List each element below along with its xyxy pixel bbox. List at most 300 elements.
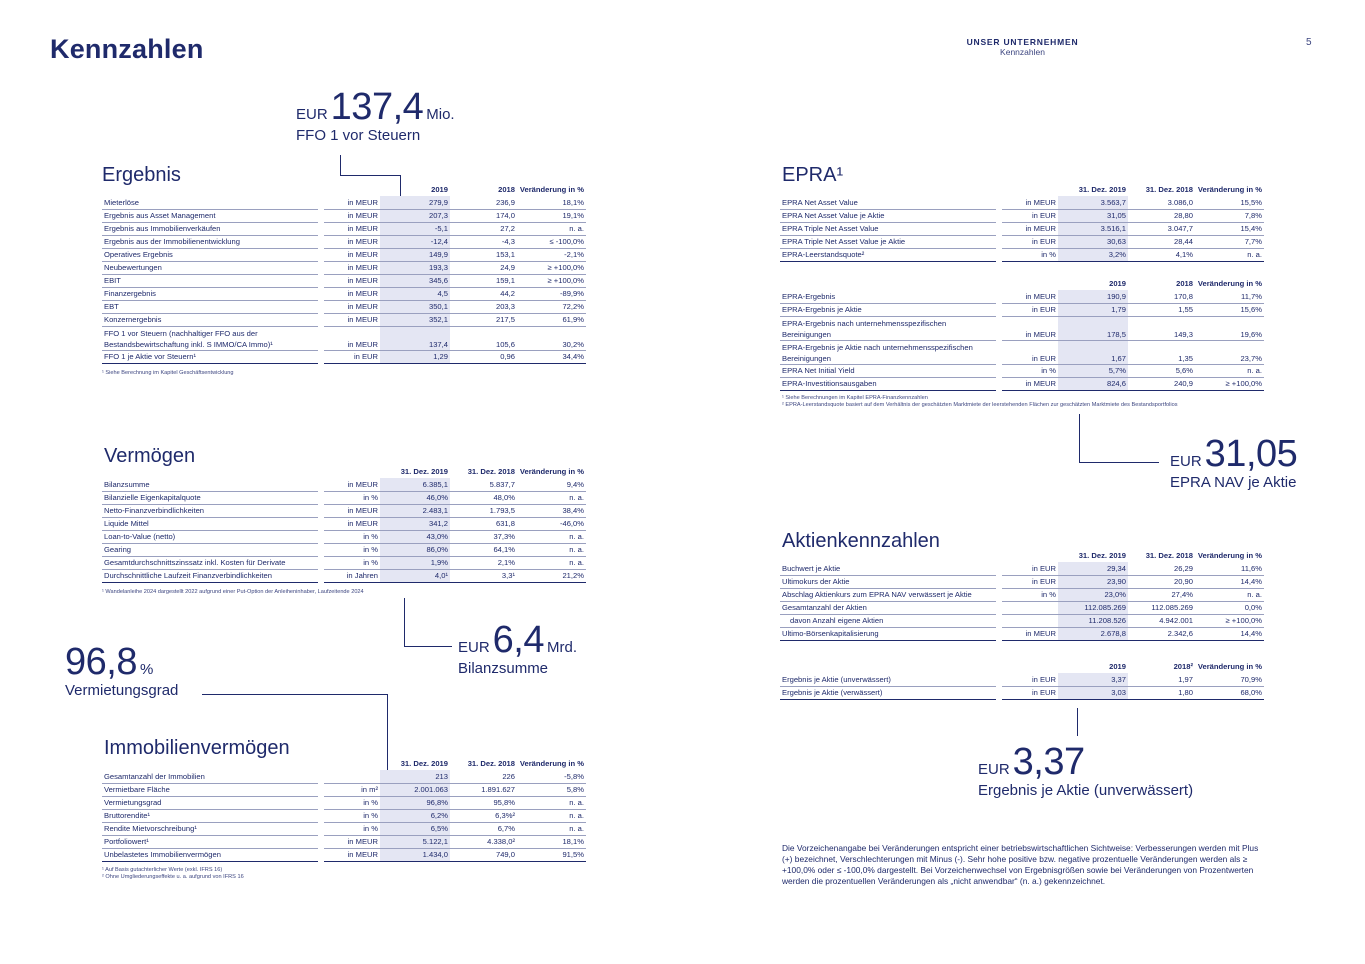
value-previous: 4.942.001: [1128, 614, 1195, 627]
value-current: 345,6: [380, 274, 450, 287]
row-label: Konzernergebnis: [102, 313, 318, 326]
table-row: [102, 517, 586, 530]
footnote: ¹ Wandelanleihe 2024 dargestellt 2022 aufgrund einer Put-Option der Anleiheninhaber, Laufzeitende 2024: [102, 589, 364, 595]
table-row: [102, 556, 586, 569]
row-unit: in EUR: [1002, 673, 1058, 686]
value-current: 1.434,0: [380, 848, 450, 861]
table-row: [102, 543, 586, 556]
connector-line: [404, 598, 405, 646]
col-header: 2019: [1109, 279, 1126, 288]
value-current: 6,5%: [380, 822, 450, 835]
table-row: [780, 235, 1264, 248]
table-row: [102, 783, 586, 796]
row-label: Gesamtdurchschnittszinssatz inkl. Kosten für Derivate: [102, 556, 318, 569]
value-previous: 6,3%²: [450, 809, 517, 822]
table-row: [102, 796, 586, 809]
value-change: 68,0%: [1195, 686, 1264, 699]
value-previous: 5,6%: [1128, 364, 1195, 377]
kpi-eps-currency: EUR: [978, 761, 1010, 778]
col-header: 2018: [498, 185, 515, 194]
value-current: 6,2%: [380, 809, 450, 822]
value-current: 4,0¹: [380, 569, 450, 582]
kpi-ergebnis-je-aktie: [978, 743, 1193, 799]
page-number: 5: [1306, 37, 1312, 48]
row-label: Abschlag Aktienkurs zum EPRA NAV verwässert je Aktie: [780, 588, 996, 601]
value-current: 350,1: [380, 300, 450, 313]
value-change: 15,5%: [1195, 196, 1264, 209]
value-current: 30,63: [1058, 235, 1128, 248]
table-row: [780, 601, 1264, 614]
value-change: 7,8%: [1195, 209, 1264, 222]
row-unit: in %: [324, 796, 380, 809]
col-header: Veränderung in %: [519, 759, 584, 768]
value-previous: 153,1: [450, 248, 517, 261]
value-previous: 48,0%: [450, 491, 517, 504]
row-unit: in MEUR: [324, 313, 380, 326]
value-change: -5,8%: [517, 770, 586, 783]
row-unit: in MEUR: [324, 274, 380, 287]
value-current: 4,5: [380, 287, 450, 300]
section-title-immobilien: Immobilienvermögen: [104, 737, 290, 759]
value-current: 23,90: [1058, 575, 1128, 588]
col-header: 2019: [1109, 662, 1126, 671]
kpi-ffo-value: 137,4: [330, 86, 424, 128]
footnote: ¹ Siehe Berechnungen im Kapitel EPRA-Finanzkennzahlen: [782, 395, 928, 401]
value-current: 190,9: [1058, 290, 1128, 303]
kpi-bilanz-unit: Mrd.: [547, 639, 577, 656]
row-label: Portfoliowert¹: [102, 835, 318, 848]
table-row: [780, 673, 1264, 686]
value-previous: 1,97: [1128, 673, 1195, 686]
value-previous: 4.338,0²: [450, 835, 517, 848]
row-label: Finanzergebnis: [102, 287, 318, 300]
row-label: EPRA Net Initial Yield: [780, 364, 996, 377]
value-change: 0,0%: [1195, 601, 1264, 614]
value-previous: 24,9: [450, 261, 517, 274]
value-previous: 105,6: [450, 326, 517, 350]
value-current: 1,79: [1058, 303, 1128, 316]
explanatory-note: Die Vorzeichenangabe bei Veränderungen entspricht einer betriebswirtschaftlichen Sichtweise: Verbesserungen werden mit Plus (+) bezeichnet, Verschlechterungen mit Minus (-). Sehr hohe positive bzw. negative prozentuelle Veränderungen werden als ≥ +100,0% oder ≤ -100,0% dargestellt. Bei Vorzeichenwechsel von Ergebnisgrößen sowie bei Veränderungen von Prozentwerten werden die prozentuellen Veränderungen als „nicht anwendbar“ (n. a.) gekennzeichnet.: [782, 843, 1259, 886]
header-subsection: Kennzahlen: [1000, 47, 1045, 57]
row-unit: in MEUR: [324, 517, 380, 530]
value-previous: 217,5: [450, 313, 517, 326]
footnote: ² EPRA-Leerstandsquote basiert auf dem Verhältnis der geschätzten Marktmiete der leerstehenden Flächen zur geschätzten Marktmiete des Bestandsportfolios: [782, 402, 1178, 408]
row-unit: in %: [1002, 364, 1058, 377]
table-row: [102, 209, 586, 222]
value-current: 178,5: [1058, 316, 1128, 340]
row-unit: in MEUR: [1002, 196, 1058, 209]
kpi-vermietung-value: 96,8: [65, 641, 137, 683]
value-previous: 0,96: [450, 350, 517, 363]
row-label: Ergebnis aus Asset Management: [102, 209, 318, 222]
value-previous: 3.047,7: [1128, 222, 1195, 235]
table-row: [102, 261, 586, 274]
value-current: 2.483,1: [380, 504, 450, 517]
footnote: ¹ Siehe Berechnung im Kapitel Geschäftsentwicklung: [102, 370, 234, 376]
value-current: 46,0%: [380, 491, 450, 504]
row-label: FFO 1 vor Steuern (nachhaltiger FFO aus der Bestandsbewirtschaftung inkl. S IMMO/CA Immo)¹: [102, 326, 318, 350]
value-current: 279,9: [380, 196, 450, 209]
col-header: 31. Dez. 2018: [467, 467, 515, 476]
value-change: 5,8%: [517, 783, 586, 796]
row-label: EPRA-Ergebnis je Aktie: [780, 303, 996, 316]
kpi-nav-value: 31,05: [1204, 433, 1298, 475]
section-title-aktien: Aktienkennzahlen: [782, 530, 940, 552]
value-current: 86,0%: [380, 543, 450, 556]
row-label: Operatives Ergebnis: [102, 248, 318, 261]
value-current: 3,03: [1058, 686, 1128, 699]
table-row: [102, 196, 586, 209]
value-current: 824,6: [1058, 377, 1128, 390]
table-row: [102, 313, 586, 326]
value-current: 1,29: [380, 350, 450, 363]
value-current: 23,0%: [1058, 588, 1128, 601]
table-row: [102, 569, 586, 582]
row-label: Ultimo-Börsenkapitalisierung: [780, 627, 996, 640]
value-previous: 3.086,0: [1128, 196, 1195, 209]
table-row: [780, 222, 1264, 235]
table-row: [102, 822, 586, 835]
table-header-row: [780, 183, 1264, 196]
row-unit: in MEUR: [324, 287, 380, 300]
value-change: 30,2%: [517, 326, 586, 350]
table-epra-ergebnis: [780, 277, 1264, 391]
col-header: 31. Dez. 2018: [1145, 551, 1193, 560]
section-title-ergebnis: Ergebnis: [102, 164, 181, 186]
table-row: [102, 326, 586, 350]
table-row: [780, 196, 1264, 209]
value-current: 1,9%: [380, 556, 450, 569]
row-unit: in %: [1002, 248, 1058, 261]
row-label: Gesamtanzahl der Immobilien: [102, 770, 318, 783]
kpi-nav-label: EPRA NAV je Aktie: [1170, 474, 1297, 491]
value-previous: 226: [450, 770, 517, 783]
table-row: [102, 478, 586, 491]
value-current: 3,2%: [1058, 248, 1128, 261]
value-change: 18,1%: [517, 835, 586, 848]
kpi-vermietung-unit: %: [139, 661, 154, 678]
col-header: 31. Dez. 2019: [1078, 551, 1126, 560]
row-unit: in %: [324, 530, 380, 543]
row-label: Bilanzsumme: [102, 478, 318, 491]
row-label: Unbelastetes Immobilienvermögen: [102, 848, 318, 861]
row-unit: in %: [1002, 588, 1058, 601]
row-unit: in EUR: [1002, 235, 1058, 248]
col-header: Veränderung in %: [1197, 662, 1262, 671]
value-previous: 203,3: [450, 300, 517, 313]
table-row: [102, 274, 586, 287]
row-unit: in MEUR: [324, 326, 380, 350]
table-header-row: [102, 465, 586, 478]
row-unit: [1002, 614, 1058, 627]
row-label: EPRA-Ergebnis: [780, 290, 996, 303]
col-header: 31. Dez. 2019: [400, 759, 448, 768]
kpi-ffo: [296, 88, 455, 144]
col-header: Veränderung in %: [519, 467, 584, 476]
table-immobilien: [102, 757, 586, 862]
table-row: [780, 575, 1264, 588]
table-row: [102, 809, 586, 822]
value-previous: 240,9: [1128, 377, 1195, 390]
value-current: 11.208.526: [1058, 614, 1128, 627]
row-label: Ultimokurs der Aktie: [780, 575, 996, 588]
kpi-eps-label: Ergebnis je Aktie (unverwässert): [978, 782, 1194, 799]
value-previous: 64,1%: [450, 543, 517, 556]
value-current: 3.516,1: [1058, 222, 1128, 235]
col-header: Veränderung in %: [1197, 551, 1262, 560]
value-previous: 1,35: [1128, 340, 1195, 364]
table-row: [780, 364, 1264, 377]
row-label: EPRA Triple Net Asset Value: [780, 222, 996, 235]
row-unit: in m²: [324, 783, 380, 796]
footnote: ² Ohne Umgliederungseffekte u. a. aufgrund von IFRS 16: [102, 874, 244, 880]
row-label: Bilanzielle Eigenkapitalquote: [102, 491, 318, 504]
row-unit: in MEUR: [1002, 377, 1058, 390]
row-unit: in EUR: [324, 350, 380, 363]
table-row: [780, 248, 1264, 261]
value-previous: 174,0: [450, 209, 517, 222]
page-title: Kennzahlen: [50, 34, 204, 64]
value-previous: 1,55: [1128, 303, 1195, 316]
value-previous: 20,90: [1128, 575, 1195, 588]
row-label: davon Anzahl eigene Aktien: [780, 614, 996, 627]
value-change: 61,9%: [517, 313, 586, 326]
value-current: 2.001.063: [380, 783, 450, 796]
kpi-ffo-label: FFO 1 vor Steuern: [296, 127, 421, 144]
row-label: EPRA-Ergebnis je Aktie nach unternehmensspezifischen Bereinigungen: [780, 340, 996, 364]
col-header: 31. Dez. 2018: [1145, 185, 1193, 194]
kpi-vermietung-label: Vermietungsgrad: [65, 682, 179, 699]
row-label: Mieterlöse: [102, 196, 318, 209]
value-previous: 1.793,5: [450, 504, 517, 517]
value-change: 14,4%: [1195, 627, 1264, 640]
value-previous: 28,80: [1128, 209, 1195, 222]
row-unit: in MEUR: [324, 478, 380, 491]
kpi-bilanzsumme: [458, 621, 577, 677]
row-unit: in %: [324, 809, 380, 822]
row-label: Durchschnittliche Laufzeit Finanzverbindlichkeiten: [102, 569, 318, 582]
value-previous: -4,3: [450, 235, 517, 248]
kpi-nav-currency: EUR: [1170, 453, 1202, 470]
row-unit: in MEUR: [324, 504, 380, 517]
running-header: [950, 37, 1095, 57]
value-change: 15,6%: [1195, 303, 1264, 316]
row-label: EBT: [102, 300, 318, 313]
value-change: -46,0%: [517, 517, 586, 530]
row-label: EPRA-Leerstandsquote²: [780, 248, 996, 261]
table-row: [102, 848, 586, 861]
row-unit: in EUR: [1002, 562, 1058, 575]
row-unit: in EUR: [1002, 340, 1058, 364]
value-change: n. a.: [517, 530, 586, 543]
col-header: 31. Dez. 2018: [467, 759, 515, 768]
row-unit: in MEUR: [324, 835, 380, 848]
section-title-epra: EPRA¹: [782, 164, 844, 186]
table-row: [780, 627, 1264, 640]
row-label: Neubewertungen: [102, 261, 318, 274]
table-row: [102, 770, 586, 783]
value-change: n. a.: [1195, 588, 1264, 601]
section-title-vermoegen: Vermögen: [104, 445, 196, 467]
value-change: 19,1%: [517, 209, 586, 222]
row-label: Ergebnis aus der Immobilienentwicklung: [102, 235, 318, 248]
connector-line: [340, 155, 341, 175]
table-row: [780, 316, 1264, 340]
col-header: 31. Dez. 2019: [400, 467, 448, 476]
kpi-vermietungsgrad: [65, 643, 178, 699]
value-previous: 1.891.627: [450, 783, 517, 796]
value-current: 29,34: [1058, 562, 1128, 575]
value-current: 3,37: [1058, 673, 1128, 686]
value-change: n. a.: [517, 822, 586, 835]
value-previous: 170,8: [1128, 290, 1195, 303]
row-label: Ergebnis je Aktie (unverwässert): [780, 673, 996, 686]
table-row: [780, 209, 1264, 222]
footnote: ¹ Auf Basis gutachterlicher Werte (exkl. IFRS 16): [102, 867, 223, 873]
row-unit: in %: [324, 543, 380, 556]
row-label: Vermietungsgrad: [102, 796, 318, 809]
row-unit: in %: [324, 822, 380, 835]
row-label: EPRA Net Asset Value je Aktie: [780, 209, 996, 222]
value-change: n. a.: [1195, 248, 1264, 261]
value-change: ≥ +100,0%: [1195, 377, 1264, 390]
row-unit: [1002, 601, 1058, 614]
row-label: Bruttorendite¹: [102, 809, 318, 822]
value-previous: 236,9: [450, 196, 517, 209]
table-row: [780, 562, 1264, 575]
kpi-bilanz-value: 6,4: [492, 619, 544, 661]
value-change: n. a.: [517, 556, 586, 569]
table-row: [102, 491, 586, 504]
value-change: 70,9%: [1195, 673, 1264, 686]
row-label: Liquide Mittel: [102, 517, 318, 530]
value-change: 91,5%: [517, 848, 586, 861]
value-current: 207,3: [380, 209, 450, 222]
row-unit: in EUR: [1002, 303, 1058, 316]
table-row: [102, 235, 586, 248]
value-change: 21,2%: [517, 569, 586, 582]
value-current: 6.385,1: [380, 478, 450, 491]
value-current: 193,3: [380, 261, 450, 274]
value-current: 31,05: [1058, 209, 1128, 222]
value-change: 15,4%: [1195, 222, 1264, 235]
table-row: [102, 835, 586, 848]
value-current: 1,67: [1058, 340, 1128, 364]
table-header-row: [780, 660, 1264, 673]
value-previous: 44,2: [450, 287, 517, 300]
table-header-row: [780, 277, 1264, 290]
value-previous: 28,44: [1128, 235, 1195, 248]
table-row: [780, 686, 1264, 699]
table-row: [780, 303, 1264, 316]
value-change: ≥ +100,0%: [1195, 614, 1264, 627]
row-unit: in MEUR: [1002, 316, 1058, 340]
row-label: EBIT: [102, 274, 318, 287]
value-change: 38,4%: [517, 504, 586, 517]
value-current: 43,0%: [380, 530, 450, 543]
table-header-row: [780, 549, 1264, 562]
table-vermoegen: [102, 465, 586, 583]
value-previous: 6,7%: [450, 822, 517, 835]
table-row: [102, 504, 586, 517]
value-change: 11,7%: [1195, 290, 1264, 303]
row-unit: in %: [324, 556, 380, 569]
row-label: EPRA-Ergebnis nach unternehmensspezifischen Bereinigungen: [780, 316, 996, 340]
value-previous: 37,3%: [450, 530, 517, 543]
value-current: 352,1: [380, 313, 450, 326]
value-change: 18,1%: [517, 196, 586, 209]
col-header: 31. Dez. 2019: [1078, 185, 1126, 194]
table-epra: [780, 183, 1264, 262]
value-change: 34,4%: [517, 350, 586, 363]
col-header: 2019: [431, 185, 448, 194]
value-change: 14,4%: [1195, 575, 1264, 588]
value-current: 96,8%: [380, 796, 450, 809]
table-ergebnis: [102, 183, 586, 364]
col-header: Veränderung in %: [519, 185, 584, 194]
value-change: n. a.: [517, 809, 586, 822]
kpi-eps-value: 3,37: [1012, 741, 1085, 783]
value-previous: 159,1: [450, 274, 517, 287]
kpi-ffo-currency: EUR: [296, 106, 328, 123]
value-current: 112.085.269: [1058, 601, 1128, 614]
value-previous: 149,3: [1128, 316, 1195, 340]
kpi-bilanz-label: Bilanzsumme: [458, 660, 549, 677]
row-unit: in MEUR: [324, 248, 380, 261]
table-row: [102, 287, 586, 300]
table-row: [102, 248, 586, 261]
value-previous: 5.837,7: [450, 478, 517, 491]
value-current: 137,4: [380, 326, 450, 350]
row-unit: in EUR: [1002, 209, 1058, 222]
value-current: 341,2: [380, 517, 450, 530]
col-header: Veränderung in %: [1197, 279, 1262, 288]
row-unit: in Jahren: [324, 569, 380, 582]
row-label: Netto-Finanzverbindlichkeiten: [102, 504, 318, 517]
row-unit: in MEUR: [1002, 222, 1058, 235]
value-current: 149,9: [380, 248, 450, 261]
table-row: [102, 222, 586, 235]
value-current: 5,7%: [1058, 364, 1128, 377]
kpi-bilanz-currency: EUR: [458, 639, 490, 656]
value-previous: 4,1%: [1128, 248, 1195, 261]
row-label: EPRA Net Asset Value: [780, 196, 996, 209]
value-change: 7,7%: [1195, 235, 1264, 248]
value-change: 19,6%: [1195, 316, 1264, 340]
table-row: [780, 588, 1264, 601]
value-change: 72,2%: [517, 300, 586, 313]
value-change: ≥ +100,0%: [517, 274, 586, 287]
table-header-row: [102, 183, 586, 196]
value-change: -89,9%: [517, 287, 586, 300]
row-unit: in EUR: [1002, 686, 1058, 699]
value-previous: 2.342,6: [1128, 627, 1195, 640]
value-previous: 3,3¹: [450, 569, 517, 582]
value-change: ≤ -100,0%: [517, 235, 586, 248]
table-row: [102, 300, 586, 313]
value-current: -12,4: [380, 235, 450, 248]
row-label: Rendite Mietvorschreibung¹: [102, 822, 318, 835]
value-current: 213: [380, 770, 450, 783]
value-previous: 27,4%: [1128, 588, 1195, 601]
value-previous: 749,0: [450, 848, 517, 861]
row-label: EPRA Triple Net Asset Value je Aktie: [780, 235, 996, 248]
table-row: [102, 530, 586, 543]
kpi-epra-nav: [1170, 435, 1297, 491]
col-header: 2018²: [1173, 662, 1193, 671]
value-current: 5.122,1: [380, 835, 450, 848]
connector-line: [1077, 708, 1078, 736]
